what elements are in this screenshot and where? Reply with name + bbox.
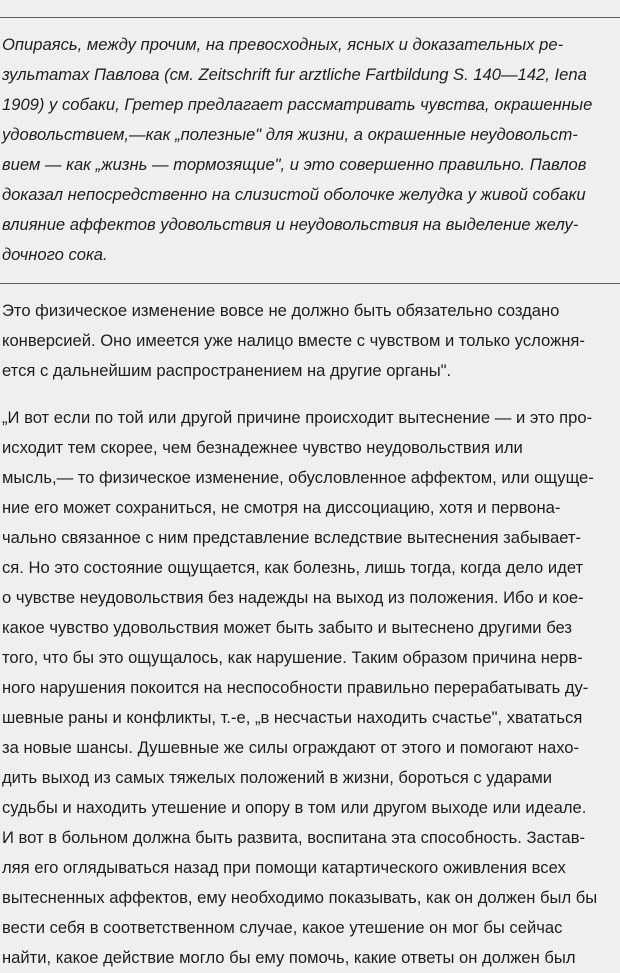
paragraph-line: найти, какое действие могло бы ему помочь, какие ответы он должен был xyxy=(2,948,576,967)
paragraph-line: ного нарушения покоится на неспособности правильно перерабатывать ду- xyxy=(2,678,589,697)
quote-line: зультатах Павлова (см. Zeitschrift fur arztliche Fartbildung S. 140—142, Iena xyxy=(2,65,587,84)
paragraph-line: ние его может сохраниться, не смотря на диссоциацию, хотя и первона- xyxy=(2,498,561,517)
paragraph-line: чально связанное с ним представление вследствие вытеснения забывает- xyxy=(2,528,582,547)
paragraph-line: „И вот если по той или другой причине происходит вытеснение — и это про- xyxy=(2,408,593,427)
paragraph-line: вытесненных аффектов, ему необходимо показывать, как он должен был бы xyxy=(2,888,598,907)
paragraph-line: за новые шансы. Душевные же силы ограждают от этого и помогают нахо- xyxy=(2,738,580,757)
paragraph-line: мысль,— то физическое изменение, обусловленное аффектом, или ощуще- xyxy=(2,468,594,487)
quote-line: влияние аффектов удовольствия и неудовольствия на выделение желу- xyxy=(2,215,579,234)
paragraph-line: вести себя в соответственном случае, какое утешение он мог бы сейчас xyxy=(2,918,563,937)
paragraph-line: дить выход из самых тяжелых положений в жизни, бороться с ударами xyxy=(2,768,553,787)
quote-line: вием — как „жизнь — тормозящие", и это совершенно правильно. Павлов xyxy=(2,155,587,174)
quote-line: дочного сока. xyxy=(2,245,108,264)
mid-divider xyxy=(0,283,620,284)
paragraph-line: исходит тем скорее, чем безнадежнее чувство неудовольствия или xyxy=(2,438,523,457)
paragraph-line: конверсией. Оно имеется уже налицо вместе с чувством и только усложня- xyxy=(2,331,585,350)
italic-quote-block xyxy=(2,30,616,270)
quote-line: Опираясь, между прочим, на превосходных, ясных и доказательных ре- xyxy=(2,35,564,54)
quote-line: 1909) у собаки, Гретер предлагает рассматривать чувства, окрашенные xyxy=(2,95,593,114)
paragraph-line: ется с дальнейшим распространением на другие органы". xyxy=(2,361,452,380)
paragraph-line: какое чувство удовольствия может быть забыто и вытеснено другими без xyxy=(2,618,572,637)
paragraph-line: Это физическое изменение вовсе не должно быть обязательно создано xyxy=(2,301,560,320)
quote-line: доказал непосредственно на слизистой оболочке желудка у живой собаки xyxy=(2,185,586,204)
paragraph-line: о чувстве неудовольствия без надежды на выход из положения. Ибо и кое- xyxy=(2,588,584,607)
paragraph-1 xyxy=(2,296,616,386)
paragraph-line: ляя его оглядываться назад при помощи катартического оживления всех xyxy=(2,858,566,877)
top-divider xyxy=(0,17,620,18)
paragraph-line: шевные раны и конфликты, т.-е, „в несчастьи находить счастье", хвататься xyxy=(2,708,583,727)
paragraph-line: И вот в больном должна быть развита, воспитана эта способность. Застав- xyxy=(2,828,586,847)
paragraph-line: ся. Но это состояние ощущается, как болезнь, лишь тогда, когда дело идет xyxy=(2,558,584,577)
paragraph-2 xyxy=(2,403,616,973)
paragraph-line: судьбы и находить утешение и опору в том или другом выходе или идеале. xyxy=(2,798,587,817)
quote-line: удовольствием,—как „полезные" для жизни, а окрашенные неудовольст- xyxy=(2,125,578,144)
paragraph-line: того, что бы это ощущалось, как нарушение. Таким образом причина нерв- xyxy=(2,648,583,667)
